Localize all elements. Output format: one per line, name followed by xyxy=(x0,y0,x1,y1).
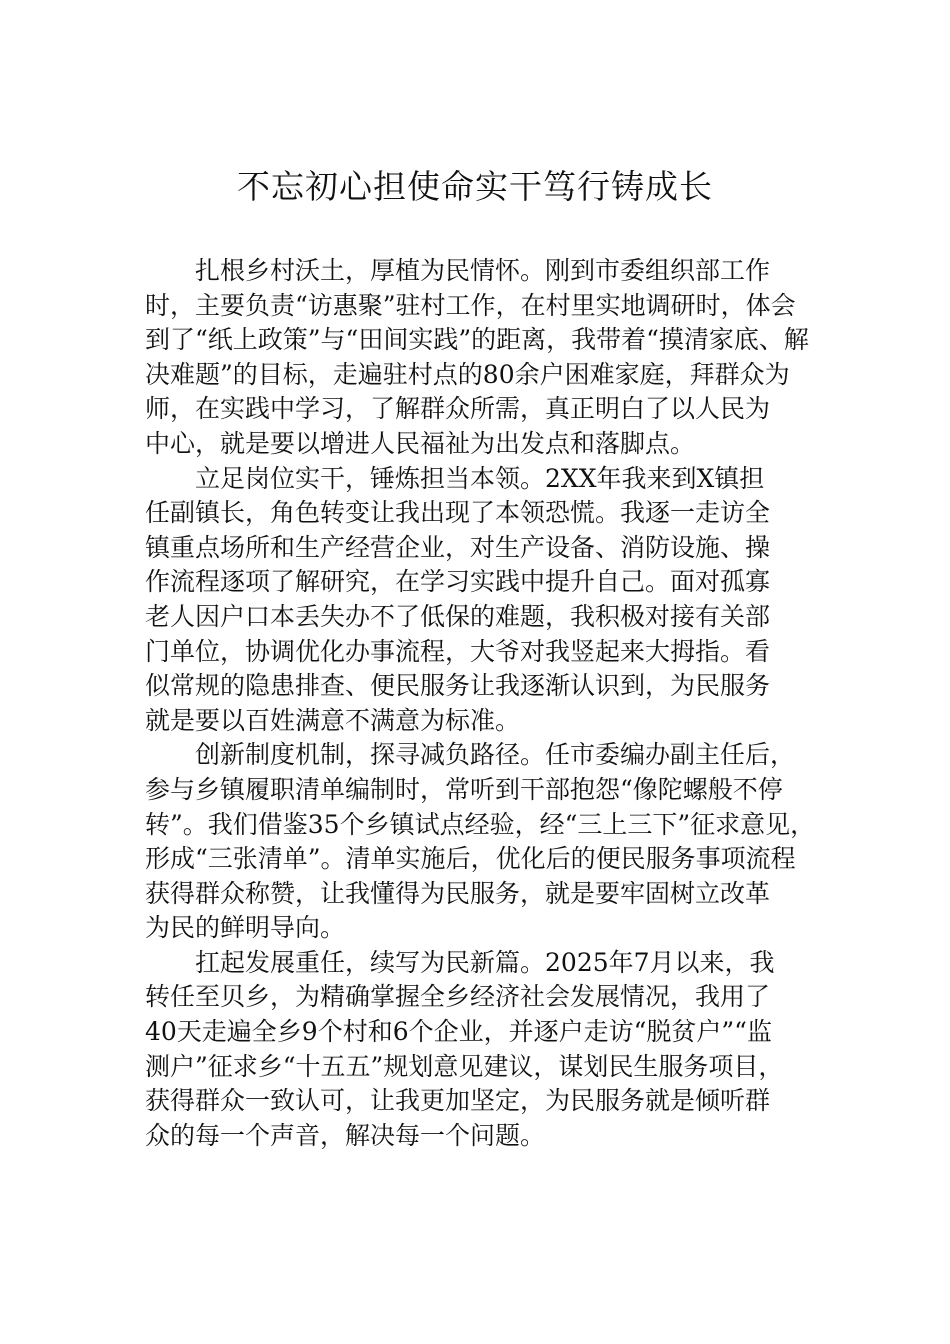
paragraph-4-line-2: 转任至贝乡，为精确掌握全乡经济社会发展情况，我用了 xyxy=(145,982,771,1012)
paragraph-3-line-4: 形成“三张清单”。清单实施后，优化后的便民服务事项流程 xyxy=(145,844,796,874)
paragraph-4-line-1: 扛起发展重任，续写为民新篇。2025年7月以来，我 xyxy=(195,947,775,977)
paragraph-1-line-4: 决难题”的目标，走遍驻村点的80余户困难家庭，拜群众为 xyxy=(145,359,790,389)
paragraph-1-line-1: 扎根乡村沃土，厚植为民情怀。刚到市委组织部工作 xyxy=(195,256,771,285)
paragraph-4-line-5: 获得群众一致认可，让我更加坚定，为民服务就是倾听群 xyxy=(145,1086,771,1116)
paragraph-4-line-3: 40天走遍全乡9个村和6个企业，并逐户走访“脱贫户”“监 xyxy=(145,1017,772,1047)
paragraph-2-line-8: 就是要以百姓满意不满意为标准。 xyxy=(145,705,521,735)
paragraph-2-line-3: 镇重点场所和生产经营企业，对生产设备、消防设施、操 xyxy=(145,532,771,562)
document-title: 不忘初心担使命实干笃行铸成长 xyxy=(237,167,713,206)
paragraph-1-line-5: 师，在实践中学习，了解群众所需，真正明白了以人民为 xyxy=(145,394,771,424)
paragraph-3-line-2: 参与乡镇履职清单编制时，常听到干部抱怨“像陀螺般不停 xyxy=(145,774,783,804)
paragraph-4-line-6: 众的每一个声音，解决每一个问题。 xyxy=(145,1120,546,1150)
paragraph-3-line-3: 转”。我们借鉴35个乡镇试点经验，经“三上三下”征求意见， xyxy=(145,809,816,839)
paragraph-3-line-6: 为民的鲜明导向。 xyxy=(145,913,346,943)
paragraph-2-line-7: 似常规的隐患排查、便民服务让我逐渐认识到，为民服务 xyxy=(145,671,771,701)
paragraph-2-line-4: 作流程逐项了解研究，在学习实践中提升自己。面对孤寡 xyxy=(145,567,771,597)
paragraph-4-line-4: 测户”征求乡“十五五”规划意见建议，谋划民生服务项目， xyxy=(145,1051,784,1081)
paragraph-2-line-6: 门单位，协调优化办事流程，大爷对我竖起来大拇指。看 xyxy=(145,636,771,666)
document-body xyxy=(145,254,825,1153)
paragraph-3-line-5: 获得群众称赞，让我懂得为民服务，就是要牢固树立改革 xyxy=(145,878,771,908)
paragraph-1-line-2: 时，主要负责“访惠聚”驻村工作，在村里实地调研时，体会 xyxy=(145,290,796,320)
paragraph-3-line-1: 创新制度机制，探寻减负路径。任市委编办副主任后， xyxy=(195,740,796,770)
paragraph-2-line-1: 立足岗位实干，锤炼担当本领。2XX年我来到X镇担 xyxy=(195,463,765,493)
paragraph-2-line-2: 任副镇长，角色转变让我出现了本领恐慌。我逐一走访全 xyxy=(145,498,771,528)
paragraph-2-line-5: 老人因户口本丢失办不了低保的难题，我积极对接有关部 xyxy=(145,601,771,631)
paragraph-1-line-3: 到了“纸上政策”与“田间实践”的距离，我带着“摸清家底、解 xyxy=(145,325,809,355)
paragraph-1-line-6: 中心，就是要以增进人民福祉为出发点和落脚点。 xyxy=(145,428,696,458)
